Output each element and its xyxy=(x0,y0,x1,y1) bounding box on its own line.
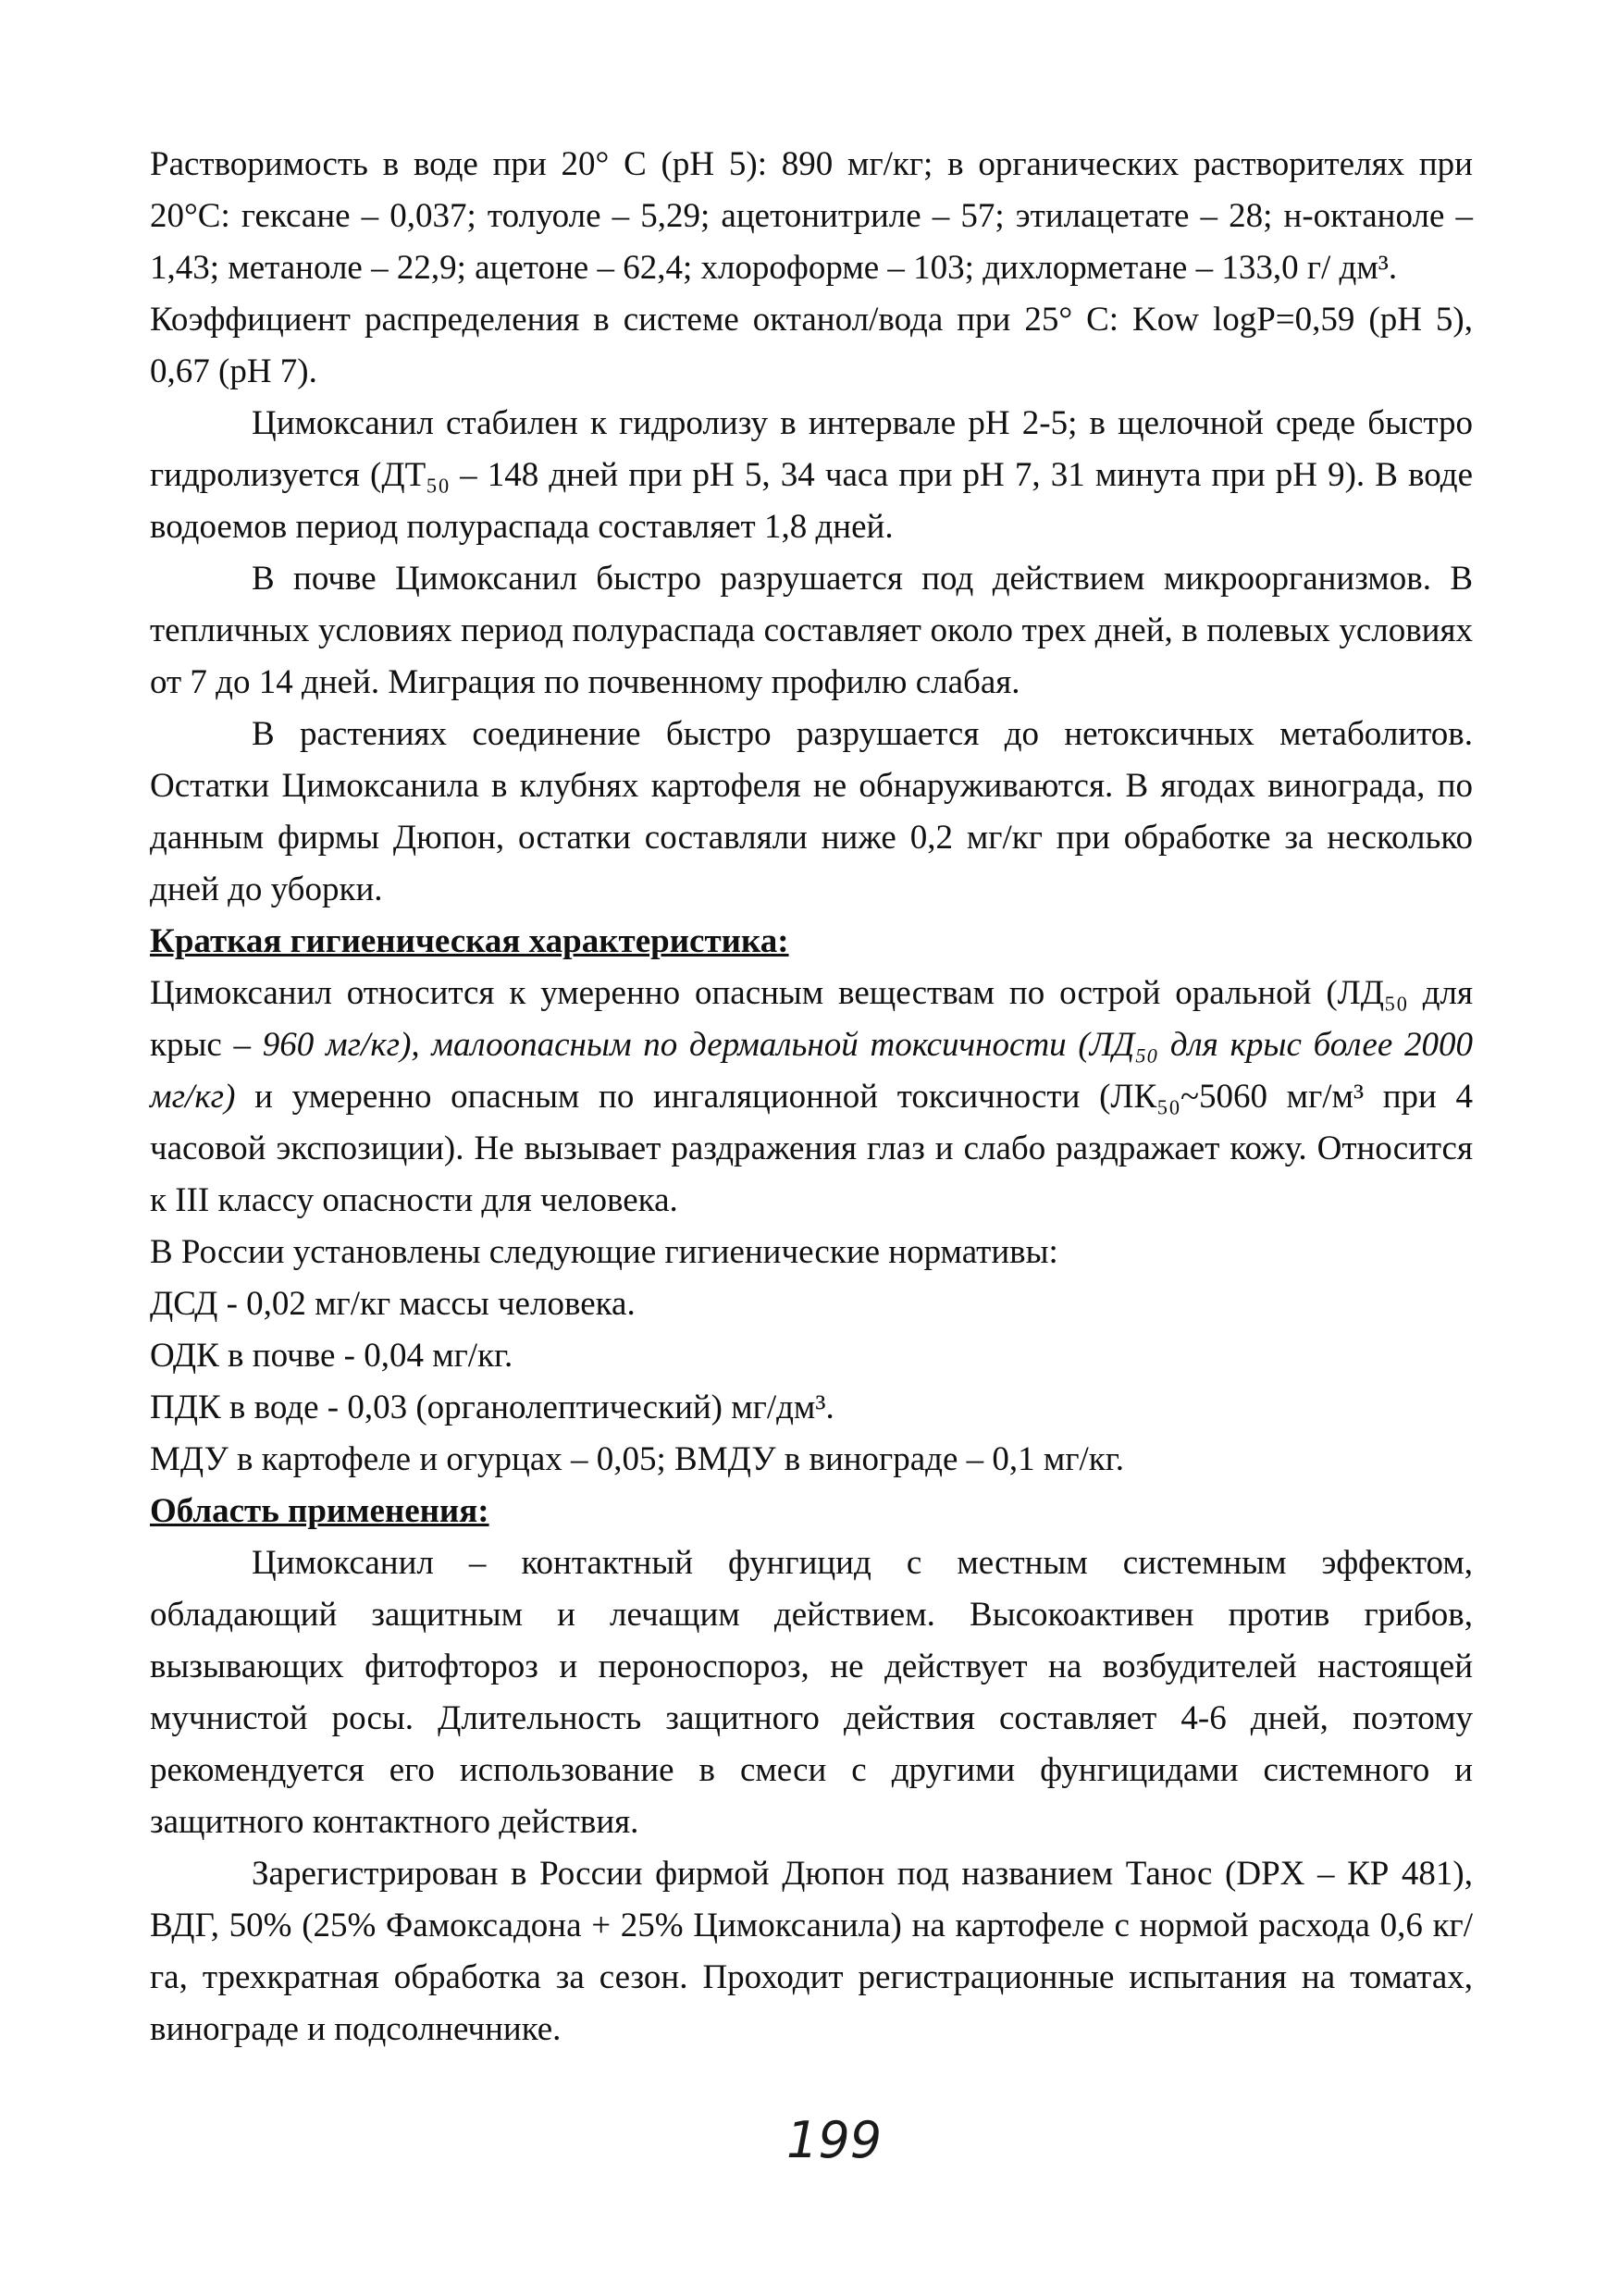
toxicity-paragraph xyxy=(150,968,1473,1227)
toxicity-text-start: Цимоксанил относится к умеренно опасным веществам по острой оральной (ЛД₅₀ для крыс – xyxy=(150,974,1473,1064)
norm-item: МДУ в картофеле и огурцах – 0,05; ВМДУ в винограде – 0,1 мг/кг. xyxy=(150,1440,1125,1478)
soil-paragraph: В почве Цимоксанил быстро разрушается под действием микроорганизмов. В тепличных условиях период полураспада составляет около трех дней, в полевых условиях от 7 до 14 дней. Миграция по почвенному профилю слабая. xyxy=(150,560,1473,701)
hydrolysis-paragraph: Цимоксанил стабилен к гидролизу в интервале рН 2-5; в щелочной среде быстро гидролизуется (ДТ₅₀ – 148 дней при рН 5, 34 часа при рН 7, 31 минута при рН 9). В воде водоемов период полураспада составляет 1,8 дней. xyxy=(150,404,1473,546)
hygiene-heading: Краткая гигиеническая характеристика: xyxy=(150,922,789,960)
toxicity-text-end: и умеренно опасным по ингаляционной токсичности (ЛК₅₀~5060 мг/м³ при 4 часовой экспозиции). Не вызывает раздражения глаз и слабо раздражает кожу. Относится к III классу опасности для человека. xyxy=(150,1078,1473,1219)
norm-item: ОДК в почве - 0,04 мг/кг. xyxy=(150,1337,513,1375)
norm-item: ДСД - 0,02 мг/кг массы человека. xyxy=(150,1285,636,1323)
norms-intro: В России установлены следующие гигиенические нормативы: xyxy=(150,1233,1058,1271)
solubility-paragraph: Растворимость в воде при 20° С (рН 5): 890 мг/кг; в органических растворителях при 20°С: гексане – 0,037; толуоле – 5,29; ацетонитриле – 57; этилацетате – 28; н-октаноле – 1,43; метаноле – 22,9; ацетоне – 62,4; хлороформе – 103; дихлорметане – 133,0 г/ дм³. xyxy=(150,145,1473,287)
application-description-paragraph: Цимоксанил – контактный фунгицид с местным системным эффектом, обладающий защитным и лечащим действием. Высокоактивен против грибов, вызывающих фитофтороз и пероноспороз, не действует на возбудителей настоящей мучнистой росы. Длительность защитного действия составляет 4-6 дней, поэтому рекомендуется его использование в смеси с другими фунгицидами системного и защитного контактного действия. xyxy=(150,1544,1473,1841)
page-number: 199 xyxy=(786,2111,883,2169)
partition-coefficient-paragraph: Коэффициент распределения в системе октанол/вода при 25° С: Kow logP=0,59 (рН 5), 0,67 (рН 7). xyxy=(150,301,1473,390)
application-heading: Область применения: xyxy=(150,1492,489,1530)
registration-paragraph: Зарегистрирован в России фирмой Дюпон под названием Танос (DPX – КР 481), ВДГ, 50% (25% Фамоксадона + 25% Цимоксанила) на картофеле с нормой расхода 0,6 кг/га, трехкратная обработка за сезон. Проходит регистрационные испытания на томатах, винограде и подсолнечнике. xyxy=(150,1855,1473,2048)
document-page xyxy=(150,139,1473,2055)
toxicity-text-italic: 960 мг/кг), малоопасным по дермальной токсичности (ЛД₅₀ для крыс более 2000 мг/кг) xyxy=(150,1026,1474,1116)
norm-item: ПДК в воде - 0,03 (органолептический) мг/дм³. xyxy=(150,1389,834,1426)
plants-paragraph: В растениях соединение быстро разрушается до нетоксичных метаболитов. Остатки Цимоксанила в клубнях картофеля не обнаруживаются. В ягодах винограда, по данным фирмы Дюпон, остатки составляли ниже 0,2 мг/кг при обработке за несколько дней до уборки. xyxy=(150,715,1473,908)
